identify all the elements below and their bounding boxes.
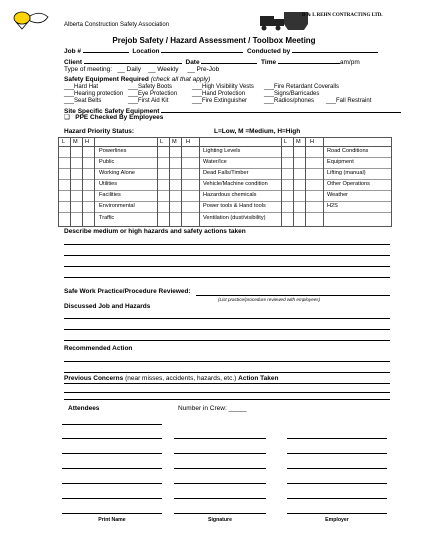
conducted-by-field[interactable] — [292, 46, 378, 53]
level-l: L — [62, 139, 66, 145]
level-h: H — [186, 139, 191, 145]
hazard-item: H2S — [327, 203, 338, 209]
date-label: Date — [185, 59, 200, 66]
hazard-item: Lighting Levels — [203, 148, 241, 154]
attendee-print-line[interactable] — [62, 424, 162, 425]
level-m: M — [172, 139, 177, 145]
hazard-item: Hazardous chemicals — [203, 192, 257, 198]
attendee-employer-line[interactable] — [287, 483, 387, 484]
attendee-print-line[interactable] — [62, 498, 162, 499]
hazard-item: Environmental — [99, 203, 135, 209]
equip-hand[interactable]: ___Hand Protection — [192, 91, 246, 97]
describe-line[interactable] — [64, 244, 390, 245]
job-label: Job # — [64, 48, 81, 55]
attendee-signature-line[interactable] — [174, 498, 266, 499]
hazard-item: Equipment — [327, 159, 354, 165]
attendee-employer-line[interactable] — [287, 438, 387, 439]
site-specific-field[interactable] — [161, 106, 401, 113]
level-l: L — [160, 139, 164, 145]
hazard-item: Water/Ice — [203, 159, 227, 165]
meeting-type-row: Type of meeting: __ Daily __ Weekly __ Pre-Job — [64, 66, 220, 73]
conducted-by-label: Conducted by — [246, 48, 291, 55]
hazard-item: Dead Falls/Timber — [203, 170, 249, 176]
level-m: M — [73, 139, 78, 145]
company-logo — [258, 10, 383, 34]
time-field[interactable] — [278, 57, 340, 64]
equip-first-aid[interactable]: ___First Aid Kit — [128, 98, 169, 104]
hazard-item: Power tools & Hand tools — [203, 203, 266, 209]
recommended-line[interactable] — [64, 372, 390, 373]
discussed-line[interactable] — [64, 340, 390, 341]
hazard-item: Other Operations — [327, 181, 370, 187]
hazard-item: Utilities — [99, 181, 118, 187]
hazard-table — [58, 137, 392, 227]
equip-fr-coveralls[interactable]: ___Fire Retardant Coveralls — [264, 84, 340, 90]
discussed-line[interactable] — [64, 329, 390, 330]
equip-extinguisher[interactable]: ___Fire Extinguisher — [192, 98, 248, 104]
job-row — [64, 46, 378, 56]
client-field[interactable] — [84, 57, 182, 64]
hazard-item: Road Conditions — [327, 148, 369, 154]
hazard-item: Ventilation (dust/visibility) — [203, 215, 266, 221]
hazard-item: Vehicle/Machine condition — [203, 181, 268, 187]
attendee-signature-line[interactable] — [174, 483, 266, 484]
level-h: H — [85, 139, 90, 145]
swp-heading: Safe Work Practice/Procedure Reviewed: — [64, 288, 191, 295]
hazard-item: Facilities — [99, 192, 121, 198]
previous-line[interactable] — [64, 392, 390, 393]
attendee-employer-line[interactable] — [287, 453, 387, 454]
recommended-heading: Recommended Action — [64, 345, 133, 352]
signature-label: Signature — [208, 517, 232, 523]
ampm-label: am/pm — [339, 59, 360, 66]
equip-eye[interactable]: ___Eye Protection — [128, 91, 178, 97]
location-field[interactable] — [161, 46, 243, 53]
prejob-option[interactable]: Pre-Job — [196, 66, 220, 73]
hazard-item: Lifting (manual) — [327, 170, 366, 176]
hazard-item: Traffic — [99, 215, 115, 221]
hazard-item: Weather — [327, 192, 349, 198]
site-specific-label: Site Specific Safety Equipment — [64, 106, 401, 116]
date-field[interactable] — [201, 57, 257, 64]
attendee-signature-line[interactable] — [174, 513, 266, 514]
job-field[interactable] — [83, 46, 129, 53]
attendee-print-line[interactable] — [62, 438, 162, 439]
level-l: L — [284, 139, 288, 145]
discussed-line[interactable] — [64, 318, 390, 319]
equip-safety-boots[interactable]: ___Safety Boots — [128, 84, 173, 90]
equip-signs[interactable]: ___Signs/Barricades — [264, 91, 320, 97]
attendee-employer-line[interactable] — [287, 498, 387, 499]
describe-line[interactable] — [64, 255, 390, 256]
attendee-employer-line[interactable] — [287, 468, 387, 469]
attendee-print-line[interactable] — [62, 453, 162, 454]
attendee-print-line[interactable] — [62, 483, 162, 484]
equip-hard-hat[interactable]: ___Hard Hat — [64, 84, 99, 90]
employer-label: Employer — [325, 517, 349, 523]
attendee-print-line[interactable] — [62, 468, 162, 469]
attendee-print-line[interactable] — [62, 513, 162, 514]
attendee-signature-line[interactable] — [174, 468, 266, 469]
swp-note: (List practice/procedure reviewed with employees) — [218, 297, 321, 302]
level-m: M — [296, 139, 301, 145]
equip-seat-belts[interactable]: ___Seat Belts — [64, 98, 102, 104]
attendee-signature-line[interactable] — [174, 453, 266, 454]
ppe-checked-label: PPE Checked By Employees — [75, 114, 164, 121]
safety-equipment-heading: Safety Equipment Required (check all that apply) — [64, 76, 211, 83]
swp-line[interactable] — [196, 295, 390, 296]
equip-fall-restraint[interactable]: ___Fall Restraint — [326, 98, 372, 104]
client-label: Client — [64, 59, 83, 66]
attendee-signature-line[interactable] — [174, 438, 266, 439]
level-h: H — [310, 139, 315, 145]
ppe-checked-row — [64, 114, 163, 122]
attendee-employer-line[interactable] — [287, 513, 387, 514]
equip-radios[interactable]: ___Radios/phones — [264, 98, 315, 104]
hazard-legend: L=Low, M =Medium, H=High — [214, 128, 301, 135]
recommended-line[interactable] — [64, 383, 390, 384]
hazard-item: Powerlines — [99, 148, 127, 154]
discussed-heading: Discussed Job and Hazards — [64, 303, 151, 310]
crew-count: Number in Crew: _____ — [178, 405, 247, 412]
recommended-line[interactable] — [64, 361, 390, 362]
describe-line[interactable] — [64, 277, 390, 278]
logo-icon — [12, 8, 50, 30]
hazard-item: Working Alone — [99, 170, 135, 176]
checkbox-icon[interactable]: ❑ — [64, 114, 70, 121]
time-label: Time — [261, 59, 277, 66]
hazard-heading: Hazard Priority Status: — [64, 128, 135, 135]
print-name-label: Print Name — [98, 517, 126, 523]
describe-line[interactable] — [64, 266, 390, 267]
hazard-item: Public — [99, 159, 115, 165]
previous-heading: Previous Concerns (near misses, accidents, hazards, etc.) Action Taken — [64, 375, 279, 382]
location-label: Location — [132, 48, 160, 55]
weekly-option[interactable]: Weekly — [157, 66, 179, 73]
equip-hi-vis[interactable]: ___High Visibility Vests — [192, 84, 254, 90]
attendees-heading: Attendees — [68, 405, 100, 412]
describe-heading: Describe medium or high hazards and safety actions taken — [64, 228, 246, 235]
meeting-type-label: Type of meeting: — [64, 66, 113, 73]
previous-line[interactable] — [64, 399, 390, 400]
daily-option[interactable]: Daily — [126, 66, 141, 73]
equip-hearing[interactable]: ___Hearing protection — [64, 91, 124, 97]
company-logo-text: D & L REHN CONTRACTING LTD. — [302, 13, 383, 18]
form-title: Prejob Safety / Hazard Assessment / Toolbox Meeting — [112, 36, 316, 45]
org-name: Alberta Construction Safety Association — [64, 22, 170, 28]
